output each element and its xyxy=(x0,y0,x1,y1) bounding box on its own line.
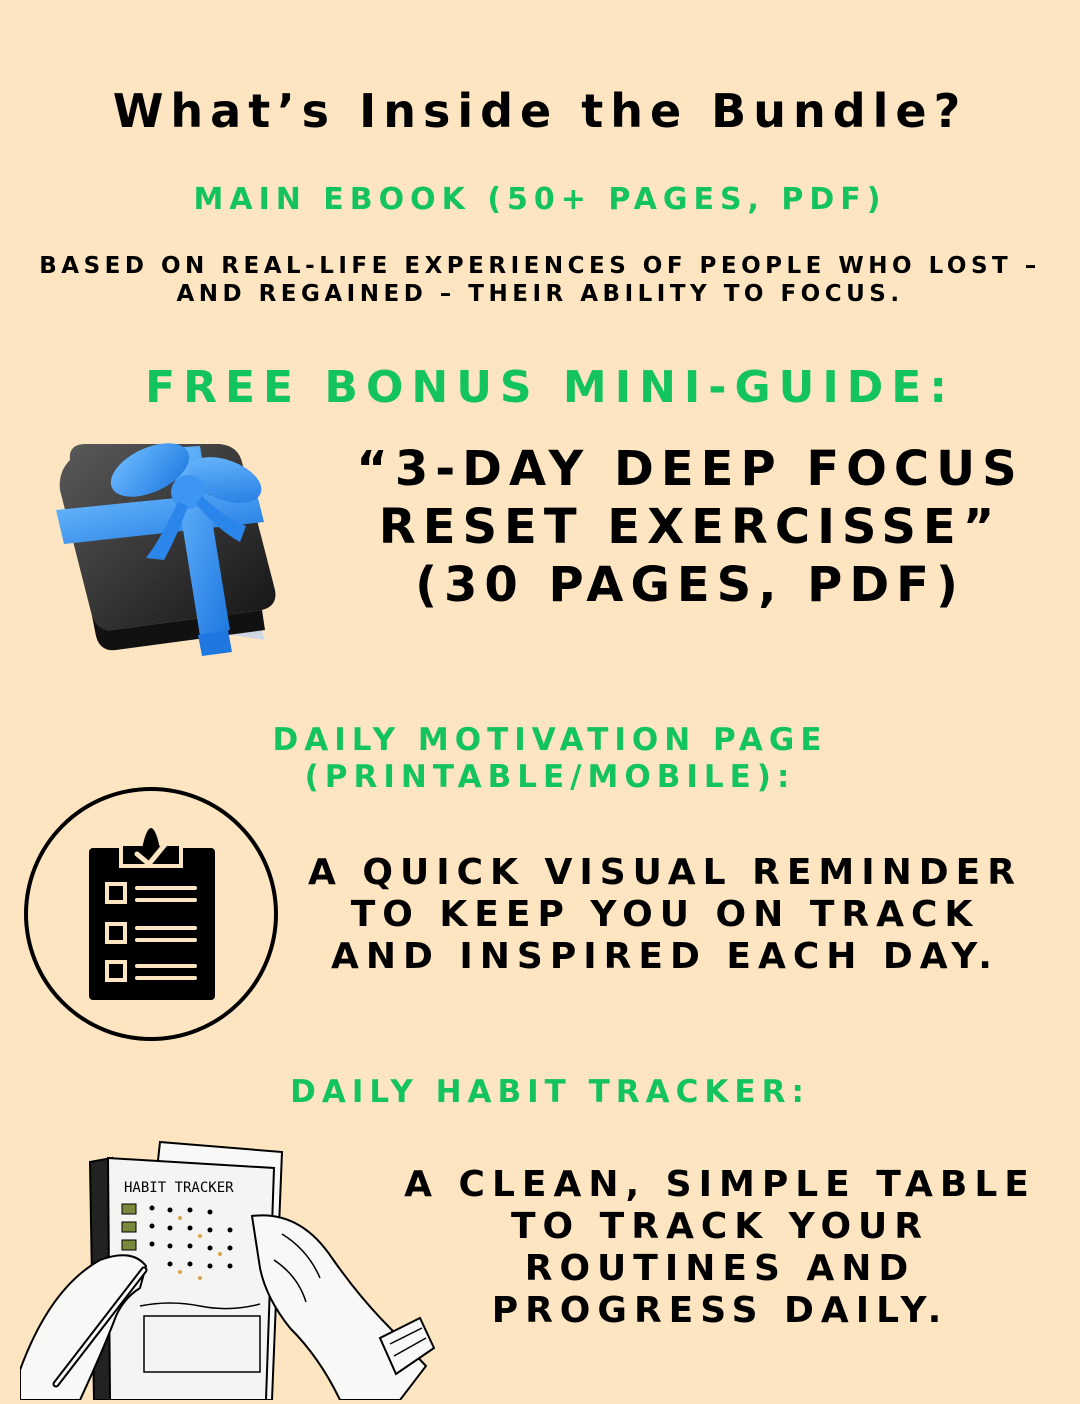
habit-tracker-illustration xyxy=(20,1138,440,1400)
main-ebook-heading: MAIN EBOOK (50+ PAGES, PDF) xyxy=(193,182,887,217)
main-ebook-description: BASED ON REAL-LIFE EXPERIENCES OF PEOPLE WHO LOST – AND REGAINED – THEIR ABILITY TO FOCUS. xyxy=(39,253,1041,307)
daily-motivation-heading: DAILY MOTIVATION PAGE (PRINTABLE/MOBILE): xyxy=(272,722,828,795)
clipboard-checklist-icon xyxy=(23,786,279,1042)
bonus-heading: FREE BONUS MINI-GUIDE: xyxy=(145,362,955,413)
bonus-description: “3-DAY DEEP FOCUS RESET EXERCISSE” (30 PAGES, PDF) xyxy=(356,441,1024,613)
habit-tracker-label: HABIT TRACKER xyxy=(124,1180,234,1196)
page-title: What’s Inside the Bundle? xyxy=(112,84,968,138)
habit-tracker-heading: DAILY HABIT TRACKER: xyxy=(290,1074,810,1110)
habit-tracker-description: A CLEAN, SIMPLE TABLE TO TRACK YOUR ROUTINES AND PROGRESS DAILY. xyxy=(404,1164,1036,1331)
daily-motivation-description: A QUICK VISUAL REMINDER TO KEEP YOU ON TRACK AND INSPIRED EACH DAY. xyxy=(308,852,1022,977)
gift-book-icon xyxy=(50,430,290,660)
